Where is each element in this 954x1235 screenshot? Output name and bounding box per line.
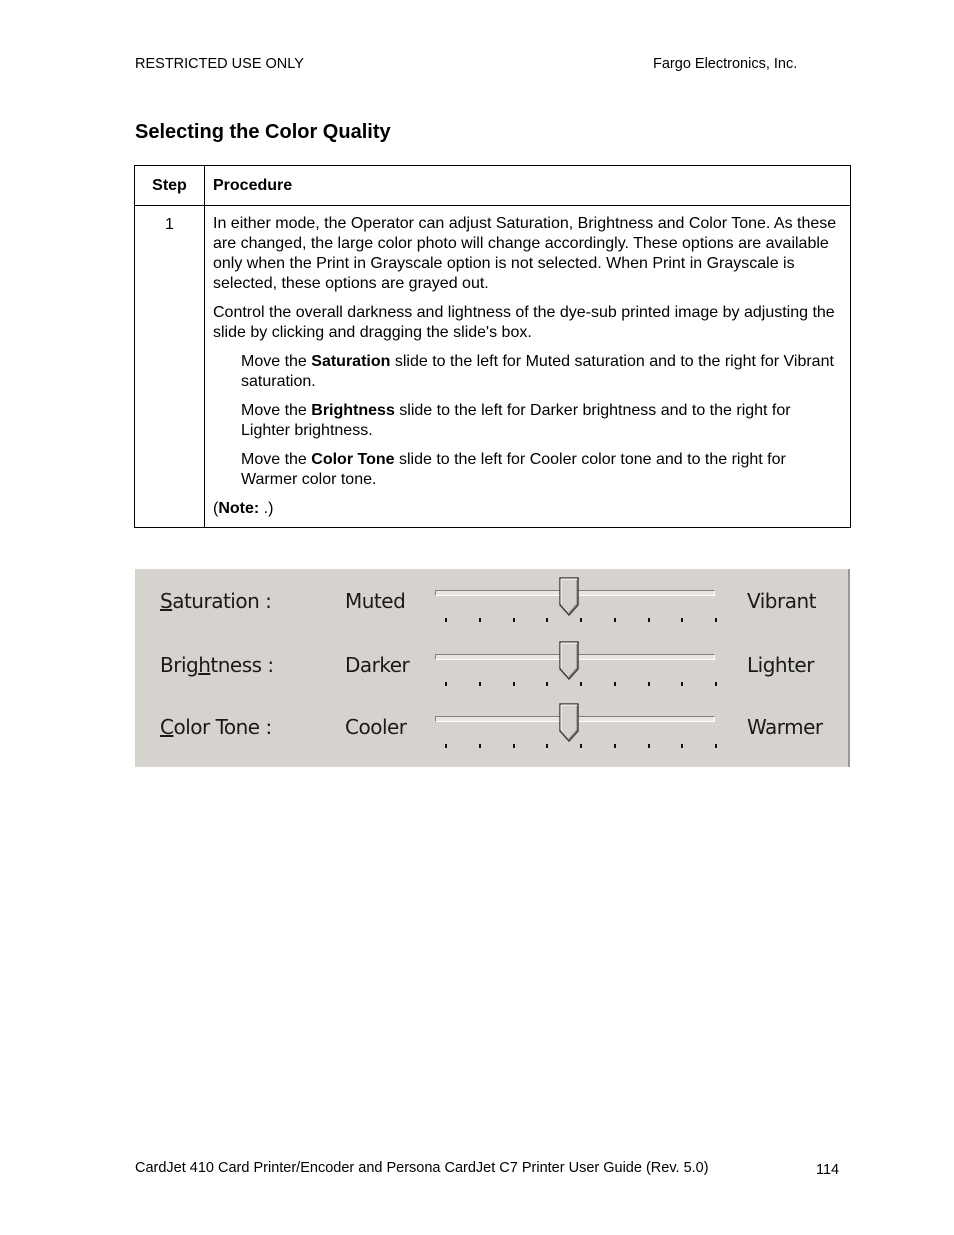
saturation-label (160, 589, 271, 613)
table-row (135, 206, 851, 528)
slider-tick (513, 744, 515, 748)
item-bold: Color Tone (311, 451, 395, 468)
color-quality-panel (135, 569, 850, 767)
slider-tick (614, 744, 616, 748)
step-number: 1 (135, 206, 205, 528)
item-text: slide to the left for Cooler color tone and to the right for Warmer color tone. (241, 451, 786, 488)
item-text: Move the (241, 402, 312, 419)
slider-tick (681, 682, 683, 686)
color-tone-slider-ticks (435, 744, 715, 748)
slider-tick (648, 682, 650, 686)
saturation-slider-ticks (435, 618, 715, 622)
list-item (241, 352, 842, 392)
slider-tick (715, 618, 717, 622)
page-title: Selecting the Color Quality (135, 121, 391, 143)
procedure-table (134, 165, 851, 528)
slider-tick (681, 744, 683, 748)
slider-tick (715, 682, 717, 686)
footer-title: CardJet 410 Card Printer/Encoder and Persona CardJet C7 Printer User Guide (Rev. 5.0) (135, 1160, 709, 1176)
slider-tick (681, 618, 683, 622)
brightness-slider-ticks (435, 682, 715, 686)
label-accelerator: C (160, 715, 174, 739)
slider-tick (580, 744, 582, 748)
item-text: slide to the left for Darker brightness and to the right for Lighter brightness. (241, 402, 791, 439)
slider-tick (546, 744, 548, 748)
slider-tick (479, 618, 481, 622)
slider-tick (614, 682, 616, 686)
brightness-high-label: Lighter (747, 653, 814, 677)
label-accelerator: S (160, 589, 173, 613)
slider-tick (445, 744, 447, 748)
label-part: Brig (160, 653, 199, 677)
list-item (241, 450, 842, 490)
slider-tick (513, 618, 515, 622)
header-left: RESTRICTED USE ONLY (135, 56, 304, 72)
slider-tick (479, 682, 481, 686)
note-open: ( (213, 500, 219, 517)
slider-tick (580, 618, 582, 622)
item-text: slide to the left for Muted saturation and to the right for Vibrant saturation. (241, 353, 834, 390)
label-part: olor Tone : (173, 715, 272, 739)
column-header-step: Step (135, 166, 205, 206)
slider-tick (546, 618, 548, 622)
brightness-row (135, 633, 848, 693)
saturation-row (135, 569, 848, 629)
note (213, 499, 842, 519)
color-tone-low-label: Cooler (345, 715, 407, 739)
procedure-cell (205, 206, 851, 528)
label-part: tness : (210, 653, 274, 677)
note-text: .) (259, 500, 274, 517)
saturation-slider-thumb[interactable] (558, 577, 582, 617)
item-bold: Saturation (311, 353, 391, 370)
procedure-paragraph: Control the overall darkness and lightness of the dye-sub printed image by adjusting the slide by clicking and dragging the slide's box. (213, 304, 835, 341)
label-part: aturation : (172, 589, 272, 613)
color-tone-label (160, 715, 272, 739)
page-number: 114 (816, 1162, 840, 1178)
slider-tick (648, 618, 650, 622)
procedure-paragraph: In either mode, the Operator can adjust Saturation, Brightness and Color Tone. As these are changed, the large color photo will change accordingly. These options are available only when the Print in Grayscale option is not selected. When Print in Grayscale is selected, these options are grayed out. (213, 215, 837, 292)
table-header-row (135, 166, 851, 206)
item-text: Move the (241, 353, 312, 370)
slider-tick (715, 744, 717, 748)
slider-tick (445, 618, 447, 622)
item-text: Move the (241, 451, 312, 468)
header-right: Fargo Electronics, Inc. (653, 56, 798, 72)
color-tone-slider-thumb[interactable] (558, 703, 582, 743)
column-header-procedure: Procedure (205, 166, 851, 206)
brightness-slider-thumb[interactable] (558, 641, 582, 681)
slider-tick (546, 682, 548, 686)
label-accelerator: h (198, 653, 211, 677)
slider-tick (513, 682, 515, 686)
slider-tick (648, 744, 650, 748)
color-tone-row (135, 695, 848, 755)
slider-tick (580, 682, 582, 686)
slider-tick (445, 682, 447, 686)
slider-tick (479, 744, 481, 748)
slider-tick (614, 618, 616, 622)
color-tone-high-label: Warmer (747, 715, 823, 739)
brightness-label (160, 653, 274, 677)
item-bold: Brightness (311, 402, 395, 419)
saturation-low-label: Muted (345, 589, 406, 613)
saturation-high-label: Vibrant (747, 589, 816, 613)
brightness-low-label: Darker (345, 653, 410, 677)
list-item (241, 401, 842, 441)
note-label: Note: (218, 500, 260, 517)
